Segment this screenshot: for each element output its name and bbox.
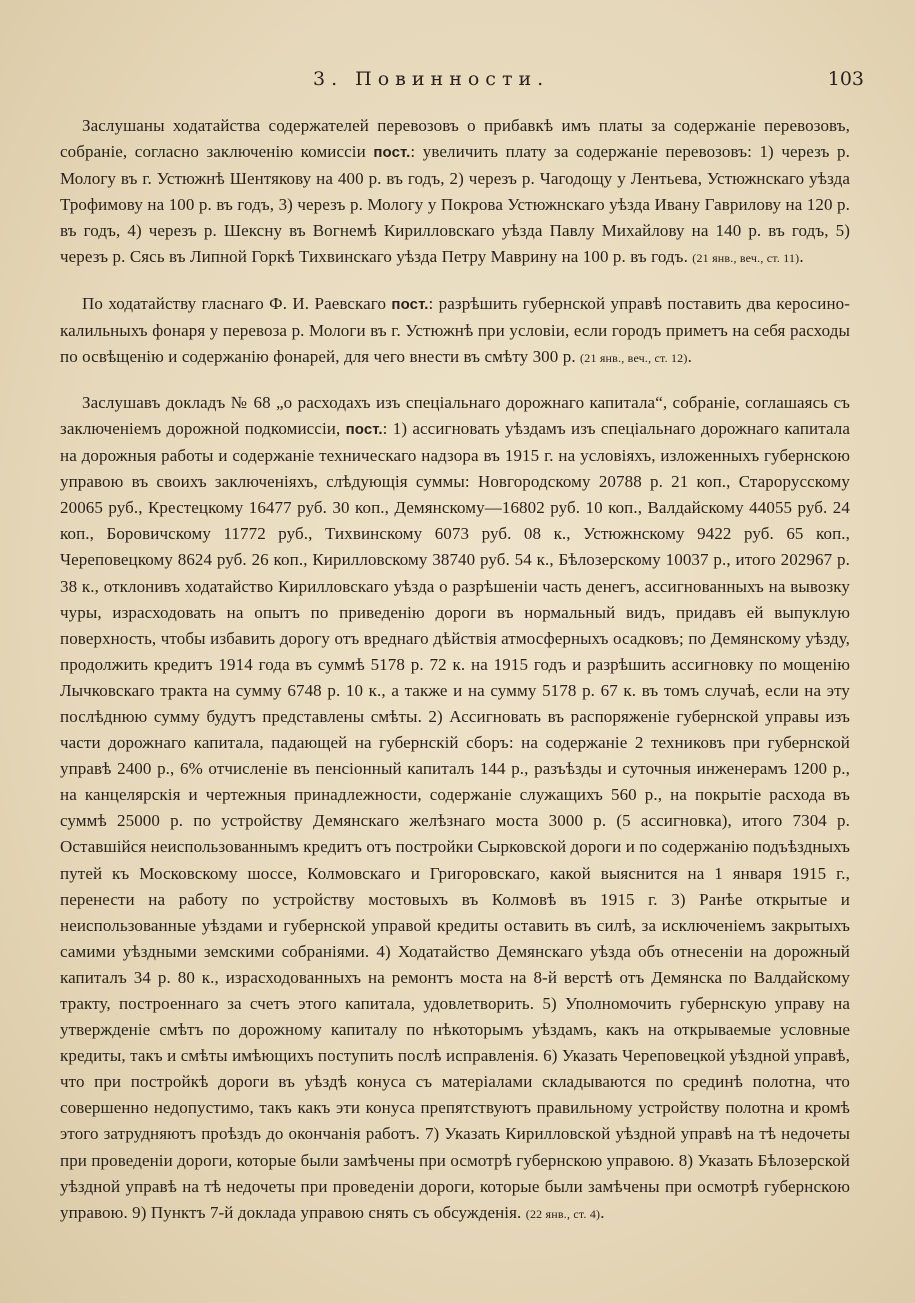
paragraph-text: Заслушаны ходатайства содержателей перевозовъ о прибавкѣ имъ платы за содержаніе перевозовъ, собраніе, согласно заключенію комиссіи <box>60 116 850 162</box>
paragraph-end: . <box>600 1202 605 1222</box>
paragraph-text: Заслушавъ докладъ № 68 „о расходахъ изъ спеціальнаго дорожнаго капитала“, собраніе, соглашаясь съ заключеніемъ дорожной подкомиссіи, <box>60 392 850 438</box>
paragraph-ferry-payments <box>60 113 850 272</box>
session-reference: (21 янв., веч., ст. 11) <box>692 251 800 266</box>
paragraph-ferry-lanterns <box>60 291 850 371</box>
paragraph-text: : 1) ассигновать уѣздамъ изъ спеціальнаго дорожнаго капитала на дорожныя работы и содержаніе техническаго надзора въ 1915 г. на условіяхъ, изложенныхъ губернскою управою въ своихъ заключеніяхъ, слѣдующія суммы: Новгородскому 20788 р. 21 коп., Старорусскому 20065 руб., Крестецкому 16477 руб. 30 коп., Демянскому—16802 руб. 10 коп., Валдайскому 44055 руб. 24 коп., Боровичскому 11772 руб., Тихвинскому 6073 руб. 08 к., Устюжнскому 9422 руб. 65 коп., Череповецкому 8624 руб. 26 коп., Кирилловскому 38740 руб. 54 к., Бѣлозерскому 10037 р., итого 202967 р. 38 к., отклонивъ ходатайство Кирилловскаго уѣзда о разрѣшеніи часть денегъ, ассигнованныхъ на вывозку чуры, израсходовать на опытъ по приведенію дороги въ нормальный видъ, придавъ ей выпуклую поверхность, чтобы избавить дорогу отъ вреднаго дѣйствія атмосферныхъ осадковъ; по Демянскому уѣзду, продолжить кредитъ 1914 года въ суммѣ 5178 р. 72 к. на 1915 годъ и разрѣшить ассигновку по мощенію Лычковскаго тракта на сумму 6748 р. 10 к., а также и на сумму 5178 р. 67 к. въ томъ случаѣ, если на эту послѣднюю сумму будутъ представлены смѣты. 2) Ассигновать въ распоряженіе губернской управы изъ части дорожнаго капитала, падающей на губернскій сборъ: на содержаніе 2 техниковъ при губернской управѣ 2400 р., 6% отчисленіе въ пенсіонный капиталъ 144 р., разъѣзды и суточныя инженерамъ 1200 р., на канцелярскія и чертежныя принадлежности, содержаніе служащихъ 560 р., на покрытіе расхода въ суммѣ 25000 р. по устройству Демянскаго желѣзнаго моста 3000 р. (5 ассигновка), итого 7304 р. Оставшійся неиспользованнымъ кредитъ отъ постройки Сырковской дороги и по содержанію подъѣздныхъ путей къ Московскому шоссе, Колмовскаго и Григоровскаго, какой выяснится на 1 января 1915 г., перенести на работу по устройству мостовыхъ въ Колмовѣ въ 1915 г. 3) Ранѣе открытые и неиспользованные уѣздами и губернской управой кредиты оставить въ силѣ, за исключеніемъ закрытыхъ самими уѣздными земскими собраніями. 4) Ходатайство Демянскаго уѣзда объ отнесеніи на дорожный капиталъ 34 р. 80 к., израсходованныхъ на ремонтъ моста на 8-й верстѣ отъ Демянска по Валдайскому тракту, построеннаго за счетъ этого капитала, удовлетворить. 5) Уполномочить губернскую управу на утвержденіе смѣтъ по дорожному капиталу по нѣкоторымъ уѣздамъ, какъ на открываемые условные кредиты, такъ и смѣты имѣющихъ поступить послѣ исправленія. 6) Указать Череповецкой уѣздной управѣ, что при постройкѣ дороги въ уѣздѣ конуса съ матеріалами складываются по срединѣ полотна, что совершенно недопустимо, такъ какъ эти конуса препятствуютъ правильному устройству полотна и кромѣ этого затрудняютъ проѣздъ до окончанія работъ. 7) Указать Кирилловской уѣздной управѣ на тѣ недочеты при проведеніи дороги, которые были замѣчены при осмотрѣ губернскою управою. 8) Указать Бѣлозерской уѣздной управѣ на тѣ недочеты при проведеніи дороги, которые были замѣчены при осмотрѣ губернскою управою. 9) Пунктъ 7-й доклада управою снять съ обсужденія. <box>60 418 850 1222</box>
paragraph-text: По ходатайству гласнаго Ф. И. Раевскаго <box>82 293 392 313</box>
running-head <box>18 68 898 96</box>
paragraph-end: . <box>799 247 804 267</box>
section-title: 3. Повинности. <box>313 68 550 90</box>
page-number: 103 <box>827 68 864 90</box>
resolution-keyword: пост. <box>373 144 411 162</box>
session-reference: (22 янв., ст. 4) <box>525 1206 601 1221</box>
document-page <box>18 0 898 1303</box>
resolution-keyword: пост. <box>391 295 429 313</box>
paragraph-end: . <box>687 346 692 366</box>
body-text <box>60 113 850 1246</box>
paragraph-road-capital <box>60 390 850 1227</box>
session-reference: (21 янв., веч., ст. 12) <box>580 350 688 365</box>
resolution-keyword: пост. <box>345 420 383 438</box>
paragraph-text: : разрѣшить губернской управѣ поставить два керосино-калильныхъ фонаря у перевоза р. Мологи въ г. Устюжнѣ при условіи, если городъ приметъ на себя расходы по освѣщенію и содержанію фонарей, для чего внести въ смѣту 300 р. <box>60 293 851 366</box>
paragraph-text: : увеличить плату за содержаніе перевозовъ: 1) черезъ р. Мологу въ г. Устюжнѣ Шентякову на 400 р. въ годъ, 2) черезъ р. Чагодощу у Лентьева, Устюжнскаго уѣзда Трофимову на 100 р. въ годъ, 3) черезъ р. Мологу у Покрова Устюжнскаго уѣзда Ивану Гаврилову на 120 р. въ годъ, 4) черезъ р. Шексну въ Вогнемѣ Кирилловскаго уѣзда Павлу Михайлову на 140 р. въ годъ, 5) черезъ р. Сясь въ Липной Горкѣ Тихвинскаго уѣзда Петру Маврину на 100 р. въ годъ. <box>60 142 850 267</box>
